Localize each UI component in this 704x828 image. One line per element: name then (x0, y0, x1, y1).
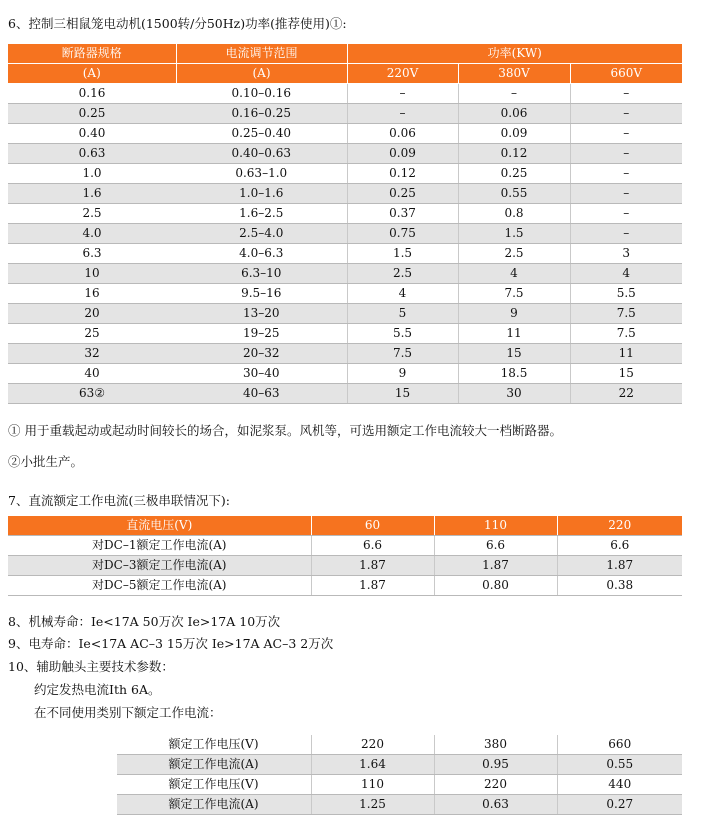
current-range-cell: 1.0–1.6 (176, 184, 347, 204)
power-row (8, 284, 682, 304)
dc-current-table (8, 516, 682, 596)
dc-header-60: 60 (311, 516, 434, 536)
current-range-cell: 40–63 (176, 384, 347, 404)
power-380v-cell: 9 (458, 304, 570, 324)
breaker-spec-cell: 1.6 (8, 184, 176, 204)
dc-220v-cell: 6.6 (557, 536, 682, 556)
power-row (8, 244, 682, 264)
power-row (8, 224, 682, 244)
power-220v-cell: 5 (347, 304, 458, 324)
power-380v-cell: 0.12 (458, 144, 570, 164)
current-range-cell: 0.25–0.40 (176, 124, 347, 144)
current-range-cell: 20–32 (176, 344, 347, 364)
power-380v-cell: 30 (458, 384, 570, 404)
breaker-spec-cell: 10 (8, 264, 176, 284)
current-range-cell: 19–25 (176, 324, 347, 344)
power-220v-cell: 1.5 (347, 244, 458, 264)
note-1: ① 用于重载起动或起动时间较长的场合，如泥浆泵。风机等，可选用额定工作电流较大一档断路器。 (8, 423, 562, 438)
power-row (8, 344, 682, 364)
dc-label-cell: 对DC–1额定工作电流(A) (8, 536, 311, 556)
aux-category-cell: DC–13 (8, 775, 116, 815)
dc-220v-cell: 0.38 (557, 576, 682, 596)
breaker-spec-cell: 2.5 (8, 204, 176, 224)
power-220v-cell: 15 (347, 384, 458, 404)
aux-value-cell: 440 (557, 775, 682, 795)
power-380v-cell: 0.25 (458, 164, 570, 184)
power-660v-cell: 4 (570, 264, 682, 284)
dc-110v-cell: 6.6 (434, 536, 557, 556)
current-range-cell: 0.40–0.63 (176, 144, 347, 164)
power-380v-cell: – (458, 84, 570, 104)
power-220v-cell: 0.09 (347, 144, 458, 164)
power-660v-cell: – (570, 164, 682, 184)
aux-label-cell: 额定工作电流(A) (116, 755, 311, 775)
power-660v-cell: 15 (570, 364, 682, 384)
dc-label-cell: 对DC–3额定工作电流(A) (8, 556, 311, 576)
dc-110v-cell: 0.80 (434, 576, 557, 596)
power-220v-cell: 0.25 (347, 184, 458, 204)
dc-row (8, 576, 682, 596)
current-range-cell: 4.0–6.3 (176, 244, 347, 264)
dc-header-110: 110 (434, 516, 557, 536)
power-220v-cell: – (347, 104, 458, 124)
power-220v-cell: 0.12 (347, 164, 458, 184)
current-range-cell: 30–40 (176, 364, 347, 384)
power-220v-cell: 2.5 (347, 264, 458, 284)
power-220v-cell: – (347, 84, 458, 104)
dc-60v-cell: 1.87 (311, 556, 434, 576)
power-380v-cell: 1.5 (458, 224, 570, 244)
header-380v: 380V (458, 64, 570, 84)
dc-label-cell: 对DC–5额定工作电流(A) (8, 576, 311, 596)
aux-value-cell: 1.25 (311, 795, 434, 815)
breaker-spec-cell: 6.3 (8, 244, 176, 264)
power-220v-cell: 4 (347, 284, 458, 304)
breaker-spec-cell: 16 (8, 284, 176, 304)
aux-value-cell: 380 (434, 735, 557, 755)
aux-value-cell: 0.55 (557, 755, 682, 775)
breaker-spec-cell: 25 (8, 324, 176, 344)
power-660v-cell: 11 (570, 344, 682, 364)
breaker-spec-cell: 32 (8, 344, 176, 364)
power-660v-cell: 7.5 (570, 304, 682, 324)
dc-60v-cell: 6.6 (311, 536, 434, 556)
power-220v-cell: 7.5 (347, 344, 458, 364)
current-range-cell: 1.6–2.5 (176, 204, 347, 224)
power-660v-cell: 3 (570, 244, 682, 264)
breaker-spec-cell: 63② (8, 384, 176, 404)
aux-label-cell: 额定工作电流(A) (116, 795, 311, 815)
power-660v-cell: – (570, 124, 682, 144)
power-row (8, 164, 682, 184)
current-range-cell: 0.63–1.0 (176, 164, 347, 184)
power-220v-cell: 0.37 (347, 204, 458, 224)
dc-110v-cell: 1.87 (434, 556, 557, 576)
power-660v-cell: – (570, 144, 682, 164)
dc-220v-cell: 1.87 (557, 556, 682, 576)
dc-header-voltage: 直流电压(V) (8, 516, 311, 536)
power-row (8, 104, 682, 124)
dc-row (8, 556, 682, 576)
power-380v-cell: 0.8 (458, 204, 570, 224)
power-380v-cell: 0.09 (458, 124, 570, 144)
section8-text: 8、机械寿命：Ie<17A 50万次 Ie>17A 10万次 (8, 614, 281, 629)
header-220v: 220V (347, 64, 458, 84)
section7-title: 7、直流额定工作电流(三极串联情况下): (8, 493, 230, 508)
power-660v-cell: – (570, 184, 682, 204)
breaker-spec-cell: 0.16 (8, 84, 176, 104)
power-row (8, 144, 682, 164)
aux-label-cell: 额定工作电压(V) (116, 735, 311, 755)
power-660v-cell: 7.5 (570, 324, 682, 344)
power-380v-cell: 4 (458, 264, 570, 284)
power-row (8, 184, 682, 204)
breaker-spec-cell: 0.25 (8, 104, 176, 124)
aux-value-cell: 660 (557, 735, 682, 755)
current-range-cell: 2.5–4.0 (176, 224, 347, 244)
breaker-spec-cell: 40 (8, 364, 176, 384)
current-range-cell: 9.5–16 (176, 284, 347, 304)
header-current-range: 电流调节范围 (176, 44, 347, 64)
header-660v: 660V (570, 64, 682, 84)
power-380v-cell: 2.5 (458, 244, 570, 264)
breaker-spec-cell: 4.0 (8, 224, 176, 244)
power-row (8, 124, 682, 144)
power-220v-cell: 0.75 (347, 224, 458, 244)
dc-header-220: 220 (557, 516, 682, 536)
aux-value-cell: 0.63 (434, 795, 557, 815)
current-range-cell: 6.3–10 (176, 264, 347, 284)
power-380v-cell: 18.5 (458, 364, 570, 384)
breaker-spec-cell: 0.63 (8, 144, 176, 164)
power-row (8, 384, 682, 404)
aux-value-cell: 1.64 (311, 755, 434, 775)
power-660v-cell: 22 (570, 384, 682, 404)
breaker-spec-cell: 1.0 (8, 164, 176, 184)
power-660v-cell: 5.5 (570, 284, 682, 304)
dc-row (8, 536, 682, 556)
power-380v-cell: 11 (458, 324, 570, 344)
current-range-cell: 0.10–0.16 (176, 84, 347, 104)
power-380v-cell: 0.06 (458, 104, 570, 124)
aux-label-cell: 额定工作电压(V) (116, 775, 311, 795)
dc-60v-cell: 1.87 (311, 576, 434, 596)
power-220v-cell: 9 (347, 364, 458, 384)
aux-value-cell: 220 (311, 735, 434, 755)
header-current-unit: (A) (176, 64, 347, 84)
aux-value-cell: 0.95 (434, 755, 557, 775)
note-2: ②小批生产。 (8, 454, 84, 469)
section6-title: 6、控制三相鼠笼电动机(1500转/分50Hz)功率(推荐使用)①: (8, 16, 347, 31)
aux-value-cell: 0.27 (557, 795, 682, 815)
power-220v-cell: 0.06 (347, 124, 458, 144)
breaker-spec-cell: 20 (8, 304, 176, 324)
aux-value-cell: 110 (311, 775, 434, 795)
section10-line1: 约定发热电流Ith 6A。 (34, 682, 161, 697)
power-660v-cell: – (570, 84, 682, 104)
power-380v-cell: 7.5 (458, 284, 570, 304)
power-380v-cell: 0.55 (458, 184, 570, 204)
aux-row (8, 735, 682, 755)
power-row (8, 304, 682, 324)
aux-value-cell: 220 (434, 775, 557, 795)
header-breaker-unit: (A) (8, 64, 176, 84)
current-range-cell: 0.16–0.25 (176, 104, 347, 124)
power-660v-cell: – (570, 224, 682, 244)
aux-contact-table (8, 735, 682, 815)
header-power: 功率(KW) (347, 44, 682, 64)
power-row (8, 264, 682, 284)
power-660v-cell: – (570, 204, 682, 224)
power-row (8, 324, 682, 344)
header-breaker-spec: 断路器规格 (8, 44, 176, 64)
section10-line2: 在不同使用类别下额定工作电流： (34, 705, 222, 720)
section9-text: 9、电寿命：Ie<17A AC–3 15万次 Ie>17A AC–3 2万次 (8, 636, 334, 651)
aux-row (8, 775, 682, 795)
power-row (8, 364, 682, 384)
power-380v-cell: 15 (458, 344, 570, 364)
breaker-spec-cell: 0.40 (8, 124, 176, 144)
power-row (8, 84, 682, 104)
power-row (8, 204, 682, 224)
current-range-cell: 13–20 (176, 304, 347, 324)
power-660v-cell: – (570, 104, 682, 124)
power-220v-cell: 5.5 (347, 324, 458, 344)
motor-power-table (8, 44, 682, 404)
aux-category-cell: AC–15 (8, 735, 116, 775)
section10-title: 10、辅助触头主要技术参数： (8, 659, 174, 674)
